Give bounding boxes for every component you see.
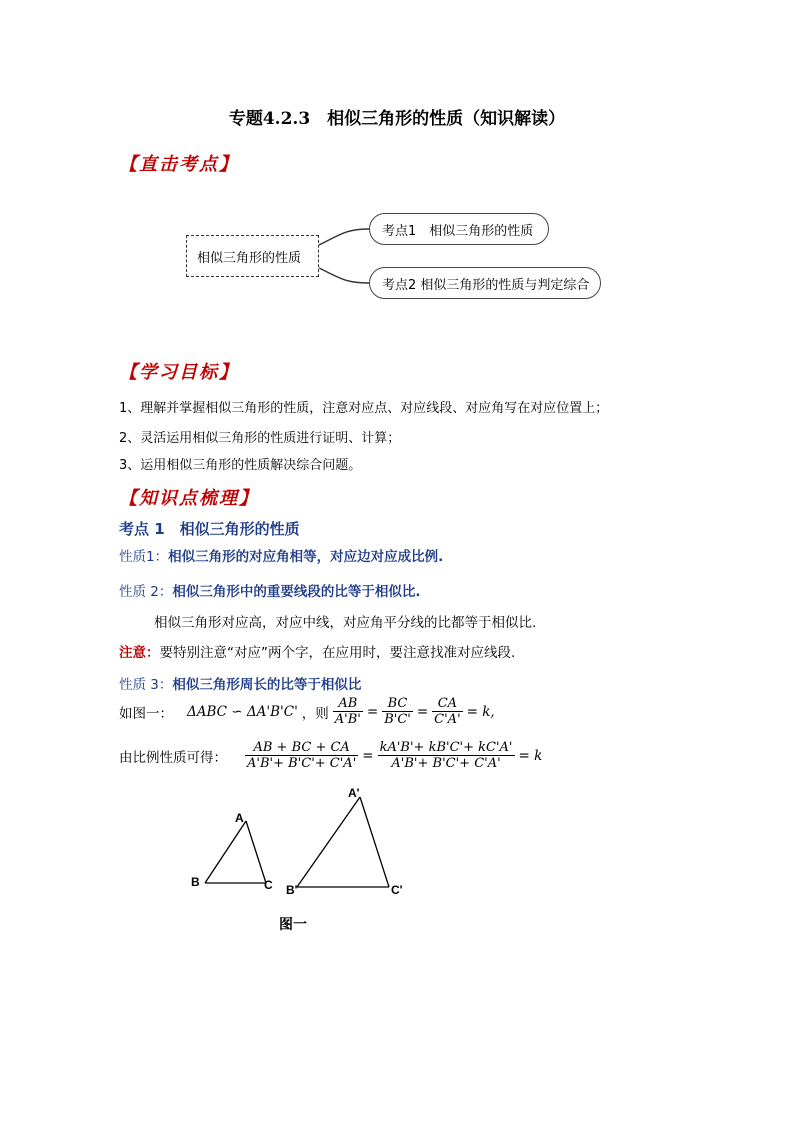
page-title: 专题4.2.3 相似三角形的性质（知识解读）: [228, 109, 566, 129]
equation-2: 由比例性质可得： $\frac{AB + BC + CA}{A'B'+ B'C'+ C'A'}$ = $\frac{kA'B'+ kB'C'+ kC'A'}{A'B'+ B'C'+ C'A'}$ = k: [119, 740, 543, 771]
property-3-text: 相似三角形周长的比等于相似比: [172, 677, 362, 693]
note-label: 注意：: [119, 645, 160, 661]
mindmap-root: 相似三角形的性质: [186, 235, 319, 277]
fraction-perimeter: $\frac{AB + BC + CA}{A'B'+ B'C'+ C'A'}$: [247, 740, 357, 771]
property-3-label: 性质 3：: [119, 677, 173, 693]
mindmap-branch-1: 考点1 相似三角形的性质: [369, 213, 549, 245]
section-heading-exam-points: 【直击考点】: [119, 154, 239, 175]
goal-item: 1、理解并掌握相似三角形的性质，注意对应点、对应线段、对应角写在对应位置上；: [119, 401, 609, 416]
equation-1: 如图一： ΔABC ∽ ΔA'B'C' ，则 $\frac{AB}{A'B'}$ = $\frac{BC}{B'C'}$ = $\frac{CA}{C'A'}$ = k,: [119, 696, 495, 727]
fraction-ca: $\frac{CA}{C'A'}$: [434, 696, 461, 727]
property-1-text: 相似三角形的对应角相等，对应边对应成比例.: [168, 549, 444, 565]
equation-1-tail: = k,: [466, 703, 495, 720]
equation-2-tail: = k: [518, 747, 543, 764]
property-2-label: 性质 2：: [119, 584, 173, 600]
section-heading-goals: 【学习目标】: [119, 362, 239, 383]
section-heading-knowledge: 【知识点梳理】: [119, 488, 259, 509]
property-1-label: 性质1：: [119, 549, 169, 565]
goal-item: 3、运用相似三角形的性质解决综合问题。: [119, 458, 362, 473]
small-triangle: [205, 821, 266, 883]
fraction-k-perimeter: $\frac{kA'B'+ kB'C'+ kC'A'}{A'B'+ B'C'+ C'A'}$: [379, 740, 513, 771]
vertex-label-b: B: [191, 875, 200, 889]
vertex-label-a: A: [235, 811, 244, 825]
property-2-detail: 相似三角形对应高，对应中线，对应角平分线的比都等于相似比.: [154, 615, 537, 631]
figure-caption: 图一: [279, 917, 307, 933]
note-text: 要特别注意“对应”两个字，在应用时，要注意找准对应线段.: [159, 645, 516, 661]
equation-1-then: ，则: [301, 705, 329, 722]
vertex-label-c-prime: C': [391, 883, 403, 897]
mindmap-branch-2: 考点2 相似三角形的性质与判定综合: [369, 267, 601, 299]
property-2-text: 相似三角形中的重要线段的比等于相似比.: [172, 584, 421, 600]
vertex-label-b-prime: B': [286, 883, 298, 897]
vertex-label-a-prime: A': [348, 786, 360, 800]
kaodian-1-heading: 考点 1 相似三角形的性质: [119, 520, 300, 538]
similarity-relation: ΔABC ∽ ΔA'B'C': [187, 703, 298, 720]
fraction-bc: $\frac{BC}{B'C'}$: [384, 696, 411, 727]
fraction-ab: $\frac{AB}{A'B'}$: [334, 696, 361, 727]
vertex-label-c: C: [264, 878, 273, 892]
large-triangle: [297, 797, 389, 887]
equation-2-lead: 由比例性质可得：: [119, 749, 227, 766]
goal-item: 2、灵活运用相似三角形的性质进行证明、计算；: [119, 431, 401, 446]
equation-1-lead: 如图一：: [119, 705, 173, 722]
